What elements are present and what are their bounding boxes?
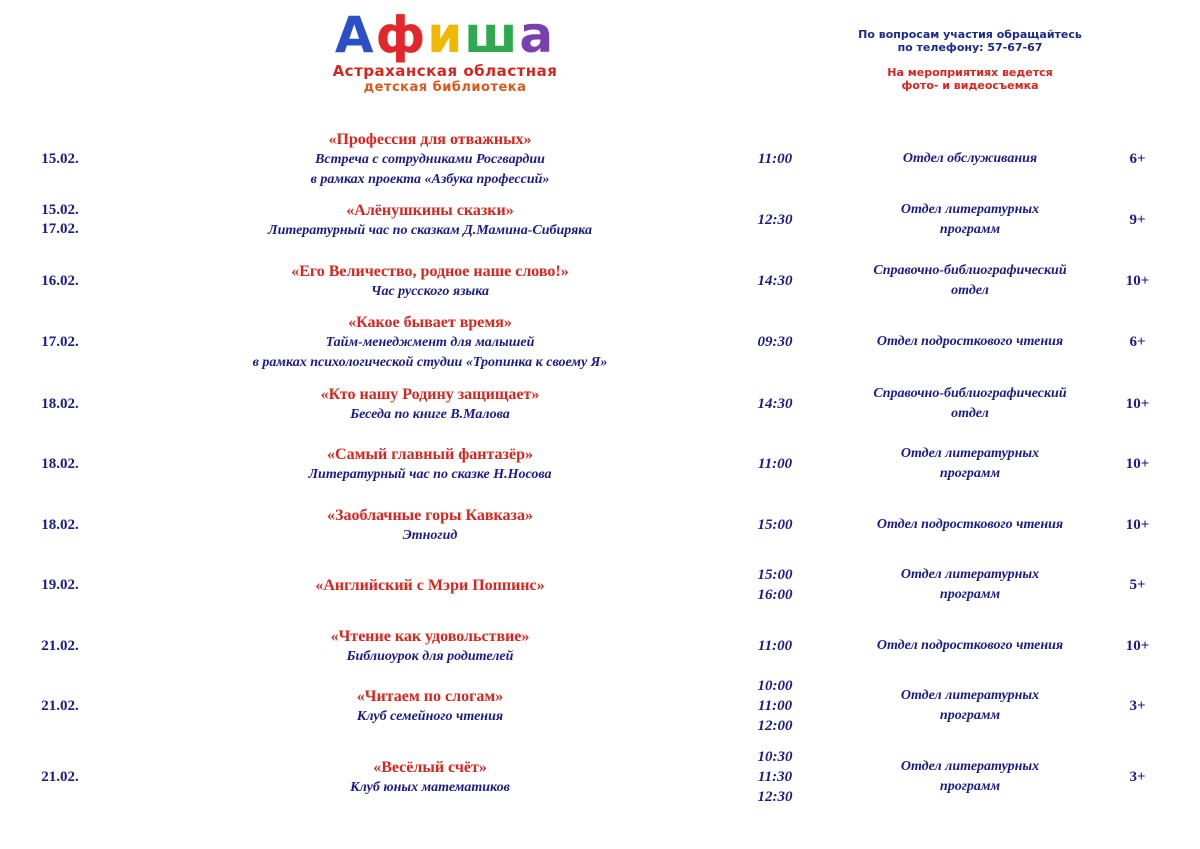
event-info bbox=[190, 128, 670, 190]
event-row bbox=[0, 676, 1200, 736]
event-info bbox=[190, 443, 670, 485]
logo-letter: а bbox=[519, 6, 556, 64]
location-line: Отдел литературных bbox=[900, 202, 1040, 217]
event-date bbox=[20, 383, 100, 425]
event-location bbox=[830, 443, 1110, 485]
event-title: «Самый главный фантазёр» bbox=[327, 445, 533, 463]
event-info bbox=[190, 625, 670, 667]
library-name-line-2: детская библиотека bbox=[363, 80, 527, 95]
event-title: «Кто нашу Родину защищает» bbox=[320, 385, 540, 403]
location-line: Отдел литературных bbox=[900, 567, 1040, 582]
age-rating bbox=[1115, 311, 1160, 373]
date-line: 18.02. bbox=[41, 516, 79, 533]
event-time bbox=[735, 676, 815, 736]
event-location bbox=[830, 383, 1110, 425]
event-row bbox=[0, 562, 1200, 608]
location-line: Справочно-библиографический bbox=[873, 263, 1067, 278]
event-info bbox=[190, 383, 670, 425]
time-line: 15:00 bbox=[757, 567, 793, 583]
age-rating bbox=[1115, 504, 1160, 546]
age-rating bbox=[1115, 198, 1160, 242]
age-rating bbox=[1115, 443, 1160, 485]
event-description: Литературный час по сказкам Д.Мамина-Сибиряка bbox=[267, 222, 593, 238]
event-row bbox=[0, 625, 1200, 667]
date-line: 16.02. bbox=[41, 272, 79, 289]
location-line: Отдел подросткового чтения bbox=[876, 638, 1064, 653]
event-date bbox=[20, 746, 100, 808]
event-description: Литературный час по сказке Н.Носова bbox=[308, 466, 552, 482]
event-info bbox=[190, 676, 670, 736]
age-rating bbox=[1115, 260, 1160, 302]
event-description: Клуб юных математиков bbox=[350, 779, 510, 795]
event-time bbox=[735, 625, 815, 667]
event-title: «Алёнушкины сказки» bbox=[346, 201, 514, 219]
time-line: 11:30 bbox=[757, 769, 793, 785]
event-time bbox=[735, 746, 815, 808]
date-line: 15.02. bbox=[41, 202, 79, 218]
date-line: 18.02. bbox=[41, 395, 79, 412]
event-date bbox=[20, 198, 100, 242]
event-row bbox=[0, 504, 1200, 546]
event-title: «Английский с Мэри Поппинс» bbox=[315, 576, 545, 594]
date-line: 19.02. bbox=[41, 576, 79, 593]
age-label: 10+ bbox=[1125, 455, 1150, 472]
location-line: Отдел литературных bbox=[900, 688, 1040, 703]
event-info bbox=[190, 198, 670, 242]
photo-notice-line-2: фото- и видеосъемка bbox=[901, 79, 1039, 92]
event-description: Библиоурок для родителей bbox=[346, 648, 514, 664]
event-location bbox=[830, 128, 1110, 190]
location-line: программ bbox=[939, 587, 1001, 602]
event-time bbox=[735, 443, 815, 485]
event-date bbox=[20, 128, 100, 190]
event-title: «Какое бывает время» bbox=[348, 313, 512, 331]
event-location bbox=[830, 676, 1110, 736]
event-description: Тайм-менеджмент для малышей bbox=[325, 334, 535, 350]
time-line: 12:30 bbox=[757, 789, 793, 805]
event-description: Клуб семейного чтения bbox=[356, 708, 504, 724]
age-label: 3+ bbox=[1129, 697, 1146, 714]
location-line: программ bbox=[939, 466, 1001, 481]
age-rating bbox=[1115, 562, 1160, 608]
location-line: Отдел литературных bbox=[900, 759, 1040, 774]
date-line: 21.02. bbox=[41, 637, 79, 654]
age-label: 6+ bbox=[1129, 150, 1146, 167]
event-description: Этногид bbox=[402, 527, 458, 543]
logo-letter: ш bbox=[464, 6, 520, 64]
library-name-line-1: Астраханская областная bbox=[332, 62, 558, 80]
time-line: 15:00 bbox=[757, 517, 793, 533]
time-line: 10:30 bbox=[757, 749, 793, 765]
event-time bbox=[735, 383, 815, 425]
event-row bbox=[0, 443, 1200, 485]
event-description: в рамках психологической студии «Тропинка к своему Я» bbox=[252, 354, 608, 370]
age-rating bbox=[1115, 746, 1160, 808]
time-line: 10:00 bbox=[757, 678, 793, 694]
event-date bbox=[20, 260, 100, 302]
time-line: 14:30 bbox=[757, 273, 793, 289]
time-line: 12:30 bbox=[757, 212, 793, 228]
location-line: отдел bbox=[951, 283, 989, 298]
time-line: 11:00 bbox=[757, 151, 793, 167]
location-line: отдел bbox=[951, 406, 989, 421]
event-date bbox=[20, 562, 100, 608]
event-time bbox=[735, 562, 815, 608]
event-row bbox=[0, 311, 1200, 373]
location-line: Отдел обслуживания bbox=[902, 151, 1038, 166]
event-title: «Читаем по слогам» bbox=[356, 687, 504, 705]
logo-letter: ф bbox=[375, 6, 428, 64]
event-row bbox=[0, 746, 1200, 808]
age-rating bbox=[1115, 128, 1160, 190]
event-row bbox=[0, 198, 1200, 242]
event-time bbox=[735, 504, 815, 546]
date-line: 15.02. bbox=[41, 150, 79, 167]
contact-line-2: по телефону: 57-67-67 bbox=[897, 41, 1043, 54]
age-label: 5+ bbox=[1129, 576, 1146, 593]
event-info bbox=[190, 562, 670, 608]
event-info bbox=[190, 311, 670, 373]
time-line: 11:00 bbox=[757, 456, 793, 472]
event-date bbox=[20, 676, 100, 736]
age-rating bbox=[1115, 383, 1160, 425]
location-line: Справочно-библиографический bbox=[873, 386, 1067, 401]
contact-line-1: По вопросам участия обращайтесь bbox=[858, 28, 1082, 41]
event-info bbox=[190, 504, 670, 546]
event-row bbox=[0, 383, 1200, 425]
time-line: 12:00 bbox=[757, 718, 793, 734]
event-time bbox=[735, 311, 815, 373]
location-line: Отдел подросткового чтения bbox=[876, 517, 1064, 532]
event-description: Беседа по книге В.Малова bbox=[350, 406, 510, 422]
event-location bbox=[830, 260, 1110, 302]
age-label: 6+ bbox=[1129, 333, 1146, 350]
event-title: «Чтение как удовольствие» bbox=[330, 627, 530, 645]
page-header bbox=[0, 0, 1200, 120]
date-line: 17.02. bbox=[41, 333, 79, 350]
age-label: 3+ bbox=[1129, 768, 1146, 785]
location-line: Отдел литературных bbox=[900, 446, 1040, 461]
event-row bbox=[0, 128, 1200, 190]
event-date bbox=[20, 504, 100, 546]
time-line: 11:00 bbox=[757, 638, 793, 654]
event-date bbox=[20, 311, 100, 373]
event-time bbox=[735, 128, 815, 190]
event-time bbox=[735, 260, 815, 302]
logo-letter: и bbox=[427, 6, 465, 64]
age-label: 10+ bbox=[1125, 395, 1150, 412]
event-title: «Заоблачные горы Кавказа» bbox=[327, 506, 533, 524]
afisha-logo bbox=[320, 8, 570, 96]
event-time bbox=[735, 198, 815, 242]
event-title: «Профессия для отважных» bbox=[328, 130, 532, 148]
event-info bbox=[190, 260, 670, 302]
event-description: Встреча с сотрудниками Росгвардии bbox=[315, 151, 545, 167]
event-location bbox=[830, 562, 1110, 608]
logo-letter: А bbox=[334, 6, 376, 64]
info-block bbox=[830, 28, 1110, 92]
event-date bbox=[20, 443, 100, 485]
event-location bbox=[830, 504, 1110, 546]
photo-notice-line-1: На мероприятиях ведется bbox=[887, 66, 1053, 79]
date-line: 17.02. bbox=[41, 221, 79, 237]
age-label: 9+ bbox=[1129, 211, 1146, 228]
age-rating bbox=[1115, 625, 1160, 667]
age-label: 10+ bbox=[1125, 516, 1150, 533]
logo-title bbox=[320, 8, 570, 62]
time-line: 16:00 bbox=[757, 587, 793, 603]
event-title: «Его Величество, родное наше слово!» bbox=[291, 262, 569, 280]
location-line: программ bbox=[939, 708, 1001, 723]
event-location bbox=[830, 198, 1110, 242]
event-location bbox=[830, 625, 1110, 667]
location-line: Отдел подросткового чтения bbox=[876, 334, 1064, 349]
location-line: программ bbox=[939, 779, 1001, 794]
age-rating bbox=[1115, 676, 1160, 736]
time-line: 14:30 bbox=[757, 396, 793, 412]
time-line: 11:00 bbox=[757, 698, 793, 714]
age-label: 10+ bbox=[1125, 637, 1150, 654]
date-line: 21.02. bbox=[41, 768, 79, 785]
event-title: «Весёлый счёт» bbox=[373, 758, 487, 776]
event-description: в рамках проекта «Азбука профессий» bbox=[310, 171, 550, 187]
date-line: 21.02. bbox=[41, 697, 79, 714]
location-line: программ bbox=[939, 222, 1001, 237]
event-date bbox=[20, 625, 100, 667]
event-location bbox=[830, 311, 1110, 373]
date-line: 18.02. bbox=[41, 455, 79, 472]
time-line: 09:30 bbox=[757, 334, 793, 350]
event-description: Час русского языка bbox=[370, 283, 489, 299]
event-location bbox=[830, 746, 1110, 808]
age-label: 10+ bbox=[1125, 272, 1150, 289]
event-row bbox=[0, 260, 1200, 302]
event-info bbox=[190, 746, 670, 808]
